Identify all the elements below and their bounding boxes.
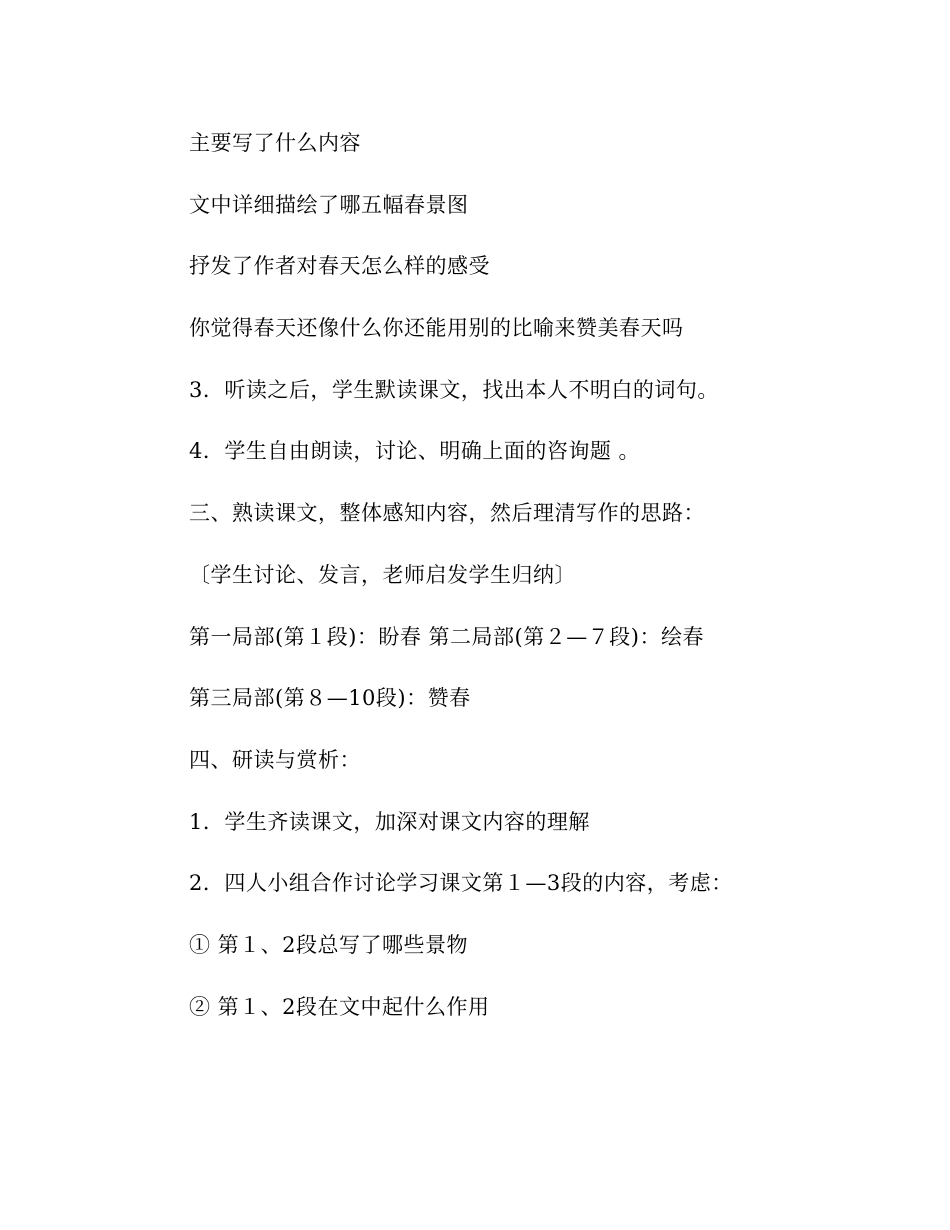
text-line: 文中详细描绘了哪五幅春景图: [189, 192, 469, 217]
text-line: 1．学生齐读课文，加深对课文内容的理解: [189, 809, 590, 834]
text-line: 〔学生讨论、发言，老师启发学生归纳〕: [189, 562, 576, 587]
text-line: 你觉得春天还像什么你还能用别的比喻来赞美春天吗: [189, 316, 684, 341]
list-item: ① 第１、2段总写了哪些景物: [189, 932, 469, 957]
section-heading: 三、熟读课文，整体感知内容，然后理清写作的思路：: [189, 501, 705, 526]
list-item: ② 第１、2段在文中起什么作用: [189, 994, 490, 1019]
text-line: 第三局部(第８—10段)：赞春: [189, 686, 471, 711]
text-line: 2．四人小组合作讨论学习课文第１—3段的内容，考虑：: [189, 871, 733, 896]
text-line: 4．学生自由朗读，讨论、明确上面的咨询题 。: [189, 439, 641, 464]
text-line: 主要写了什么内容: [189, 131, 361, 155]
text-line: 抒发了作者对春天怎么样的感受: [189, 254, 490, 279]
text-line: 第一局部(第１段)：盼春 第二局部(第２—７段)：绘春: [189, 624, 704, 649]
section-heading: 四、研读与赏析：: [189, 747, 361, 772]
document-body: [189, 125, 809, 1050]
text-line: 3．听读之后，学生默读课文，找出本人不明白的词句。: [189, 377, 719, 402]
